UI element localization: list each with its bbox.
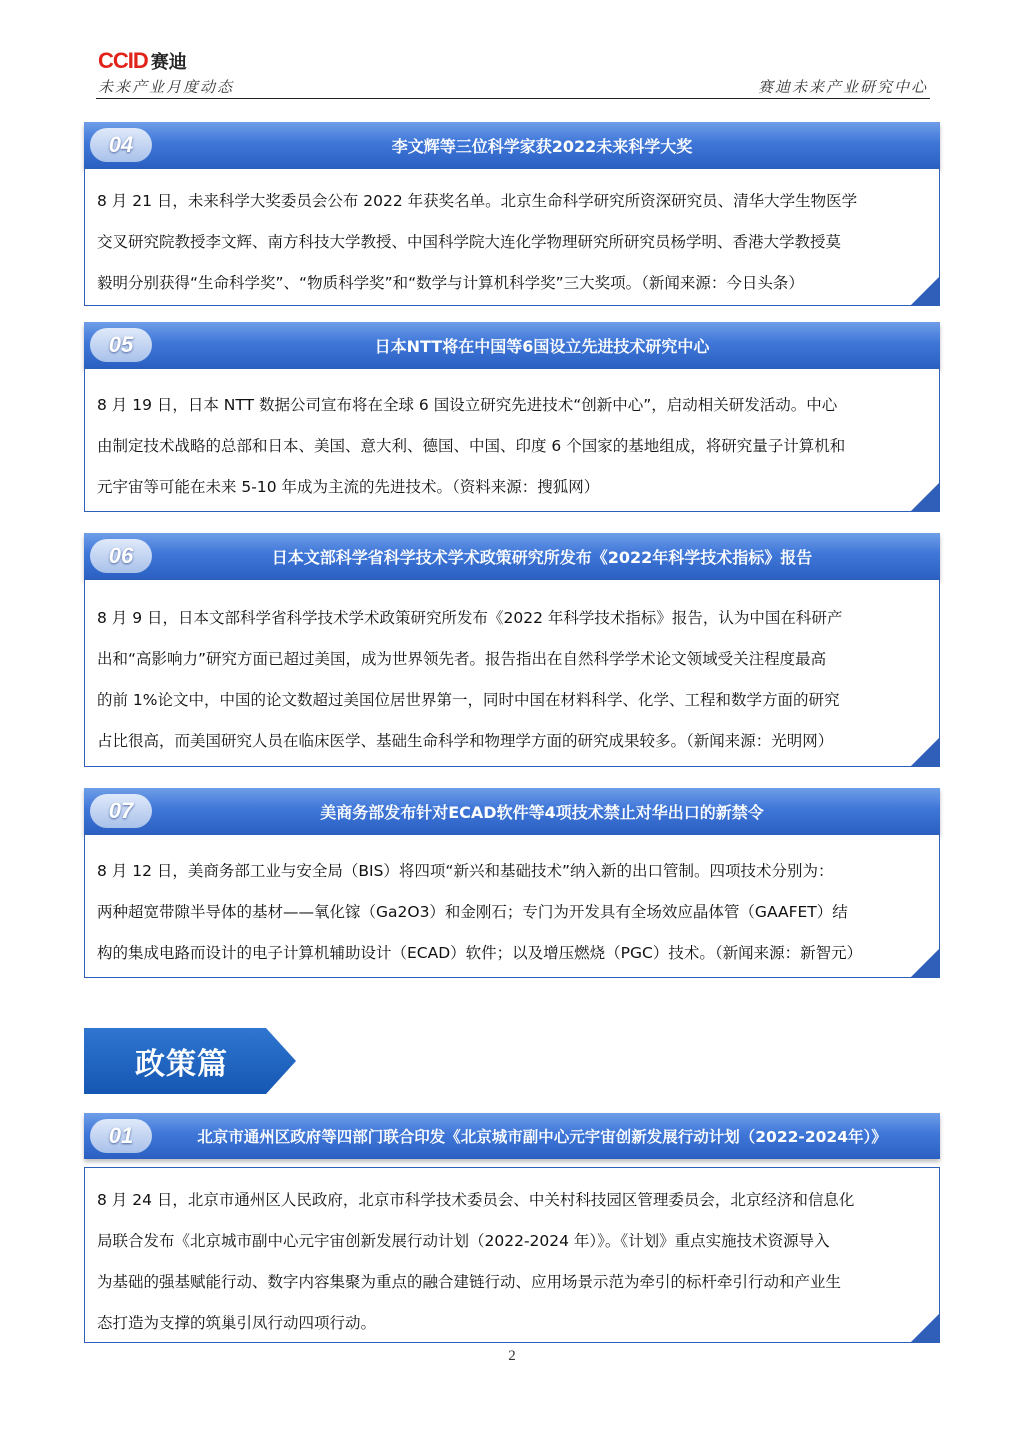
news-title: 美商务部发布针对ECAD软件等4项技术禁止对华出口的新禁令 [320,802,764,822]
corner-decoration [911,1314,939,1342]
policy-body-text [97,1180,929,1343]
header-left-title: 未来产业月度动态 [98,78,235,96]
text-line: 局联合发布《北京城市副中心元宇宙创新发展行动计划（2022-2024 年）》。《计划》重点实施技术资源导入 [97,1232,830,1250]
text-line: 为基础的强基赋能行动、数字内容集聚为重点的融合建链行动、应用场景示范为牵引的标杆牵引行动和产业生 [97,1273,842,1291]
section-title: 政策篇 [135,1047,228,1082]
news-title-bar [84,533,940,579]
text-line: 元宇宙等可能在未来 5-10 年成为主流的先进技术。（资料来源：搜狐网） [97,478,600,496]
text-line: 的前 1%论文中，中国的论文数超过美国位居世界第一，同时中国在材料科学、化学、工程和数学方面的研究 [97,691,840,709]
text-line: 构的集成电路而设计的电子计算机辅助设计（ECAD）软件；以及增压燃烧（PGC）技术。（新闻来源：新智元） [97,944,863,962]
item-number-badge: 07 [90,794,152,828]
text-line: 8 月 24 日，北京市通州区人民政府，北京市科学技术委员会、中关村科技园区管理委员会，北京经济和信息化 [97,1191,855,1209]
ccid-logo [98,48,187,74]
news-body-text [97,598,929,762]
news-title: 日本文部科学省科学技术学术政策研究所发布《2022年科学技术指标》报告 [271,547,813,567]
news-title-bar [84,322,940,368]
logo-chinese-name: 赛迪 [150,52,187,73]
news-title-bar [84,122,940,168]
section-banner-policy [84,1028,296,1094]
text-line: 毅明分别获得“生命科学奖”、“物质科学奖”和“数学与计算机科学奖”三大奖项。（新闻来源：今日头条） [97,274,804,292]
page-number: 2 [508,1348,516,1364]
news-body-text [97,385,929,508]
news-title-bar [84,788,940,834]
news-body-box [84,834,940,978]
item-number-badge: 04 [90,128,152,162]
news-title: 日本NTT将在中国等6国设立先进技术研究中心 [374,336,710,356]
text-line: 8 月 19 日，日本 NTT 数据公司宣布将在全球 6 国设立研究先进技术“创新中心”，启动相关研发活动。中心 [97,396,838,414]
news-title: 李文辉等三位科学家获2022未来科学大奖 [391,136,693,156]
news-body-text [97,181,929,304]
text-line: 占比很高，而美国研究人员在临床医学、基础生命科学和物理学方面的研究成果较多。（新闻来源：光明网） [97,732,834,750]
text-line: 8 月 21 日，未来科学大奖委员会公布 2022 年获奖名单。北京生命科学研究所资深研究员、清华大学生物医学 [97,192,858,210]
text-line: 两种超宽带隙半导体的基材——氧化镓（Ga2O3）和金刚石；专门为开发具有全场效应晶体管（GAAFET）结 [97,903,848,921]
text-line: 交叉研究院教授李文辉、南方科技大学教授、中国科学院大连化学物理研究所研究员杨学明、香港大学教授莫 [97,233,842,251]
text-line: 出和“高影响力”研究方面已超过美国，成为世界领先者。报告指出在自然科学学术论文领域受关注程度最高 [97,650,827,668]
page-header [0,0,1024,100]
text-line: 8 月 12 日，美商务部工业与安全局（BIS）将四项“新兴和基础技术”纳入新的出口管制。四项技术分别为： [97,862,834,880]
corner-decoration [911,277,939,305]
news-body-box [84,368,940,512]
header-divider [96,98,930,99]
text-line: 态打造为支撑的筑巢引凤行动四项行动。 [97,1314,377,1332]
text-line: 由制定技术战略的总部和日本、美国、意大利、德国、中国、印度 6 个国家的基地组成，将研究量子计算机和 [97,437,846,455]
policy-title-bar [84,1113,940,1159]
news-body-box [84,579,940,767]
policy-body-box [84,1167,940,1343]
header-right-title: 赛迪未来产业研究中心 [757,78,928,96]
news-body-box [84,168,940,306]
news-body-text [97,851,929,974]
corner-decoration [911,949,939,977]
text-line: 8 月 9 日，日本文部科学省科学技术学术政策研究所发布《2022 年科学技术指标》报告，认为中国在科研产 [97,609,843,627]
logo-mark: CCID [98,48,148,73]
corner-decoration [911,483,939,511]
item-number-badge: 05 [90,328,152,362]
item-number-badge: 06 [90,539,152,573]
item-number-badge: 01 [90,1119,152,1153]
policy-title: 北京市通州区政府等四部门联合印发《北京城市副中心元宇宙创新发展行动计划（2022-2024年）》 [197,1128,887,1146]
corner-decoration [911,738,939,766]
